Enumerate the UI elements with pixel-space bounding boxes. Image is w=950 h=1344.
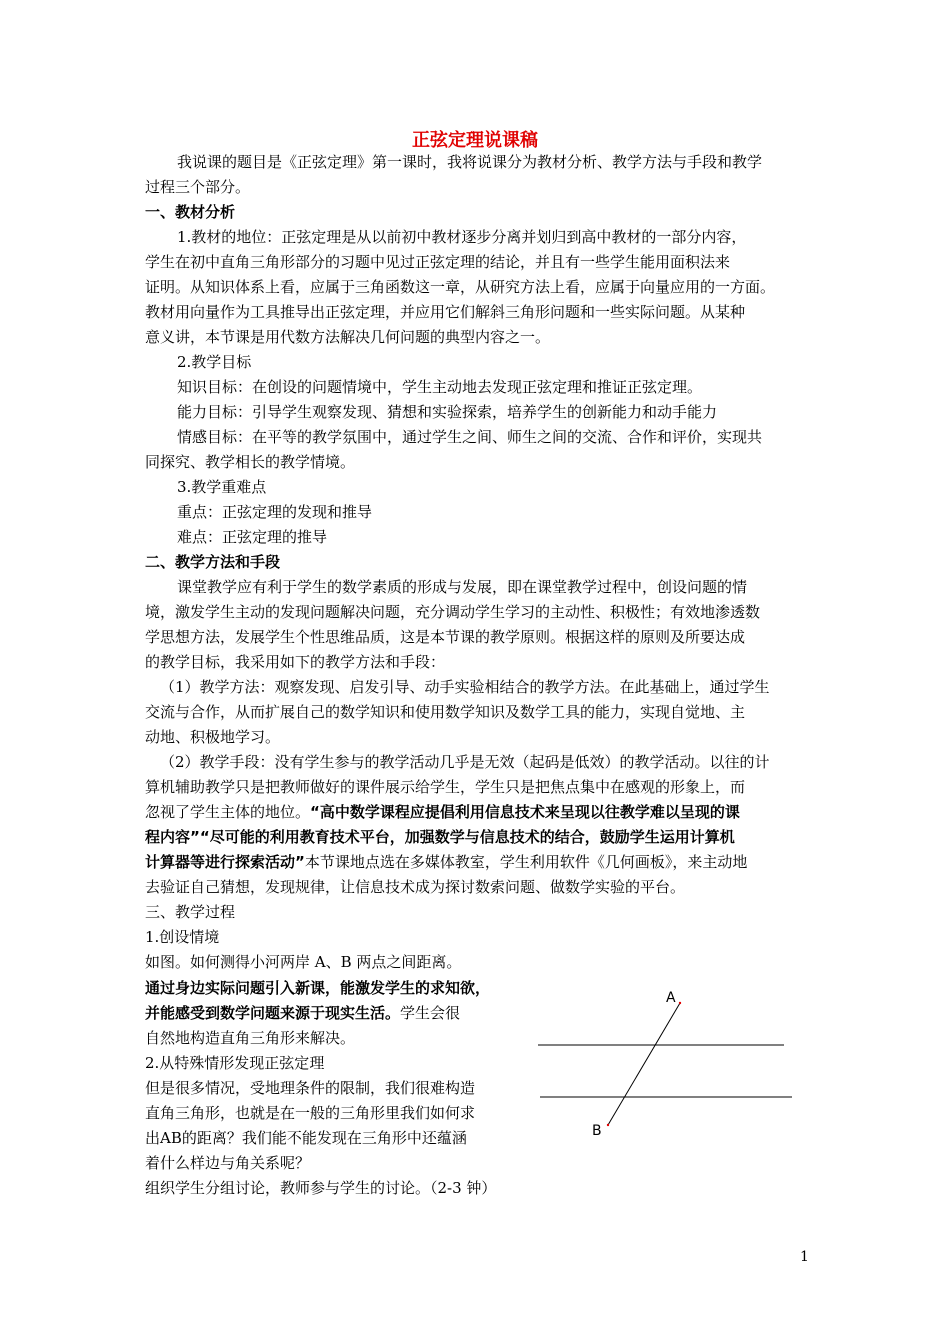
bold-quote: 计算器等进行探索活动” (145, 853, 305, 871)
text-line: 通过身边实际问题引入新课，能激发学生的求知欲， (145, 979, 491, 997)
text-line: 重点：正弦定理的发现和推导 (177, 503, 373, 521)
point-a (679, 1002, 681, 1004)
text-span: 本节课地点选在多媒体教室，学生利用软件《几何画板》，来主动地 (304, 853, 748, 871)
page-title: 正弦定理说课稿 (412, 130, 538, 151)
text-line: 过程三个部分。 (145, 178, 251, 196)
river-figure (530, 985, 800, 1135)
bold-quote: “高中数学课程应提倡利用信息技术来呈现以往教学难以呈现的课 (310, 803, 740, 821)
text-line: 算机辅助教学只是把教师做好的课件展示给学生，学生只是把焦点集中在感观的形象上，而 (145, 778, 746, 796)
text-line: 情感目标：在平等的教学氛围中，通过学生之间、师生之间的交流、合作和评价，实现共 (177, 428, 763, 446)
page-number: 1 (800, 1249, 809, 1265)
text-line: 三、教学过程 (145, 903, 236, 921)
text-line: （1）教学方法：观察发现、启发引导、动手实验相结合的教学方法。在此基础上，通过学生 (160, 678, 770, 696)
text-line: 2.从特殊情形发现正弦定理 (145, 1054, 325, 1072)
text-line: 着什么样边与角关系呢？ (145, 1154, 311, 1172)
text-line: 难点：正弦定理的推导 (177, 528, 328, 546)
bold-quote: 程内容”“尽可能的利用教育技术平台，加强数学与信息技术的结合，鼓励学生运用计算机 (145, 828, 735, 846)
text-line: 1.教材的地位：正弦定理是从以前初中教材逐步分离并划归到高中教材的一部分内容， (177, 228, 747, 246)
text-line: 学生在初中直角三角形部分的习题中见过正弦定理的结论，并且有一些学生能用面积法来 (145, 253, 731, 271)
segment-ab (608, 1003, 680, 1125)
text-line: 动地、积极地学习。 (145, 728, 281, 746)
text-line (145, 1003, 460, 1023)
text-line: 去验证自己猜想，发现规律，让信息技术成为探讨数索问题、做数学实验的平台。 (145, 878, 686, 896)
label-a: A (666, 990, 676, 1006)
text-line: 的教学目标，我采用如下的教学方法和手段： (145, 653, 446, 671)
text-line: 直角三角形，也就是在一般的三角形里我们如何求 (145, 1104, 476, 1122)
text-line: 1.创设情境 (145, 928, 220, 946)
text-line: 证明。从知识体系上看，应属于三角函数这一章，从研究方法上看，应属于向量应用的一方面。 (145, 278, 776, 296)
text-line: 知识目标：在创设的问题情境中，学生主动地去发现正弦定理和推证正弦定理。 (177, 378, 703, 396)
text-span: 忽视了学生主体的地位。 (145, 803, 311, 821)
text-line: 3.教学重难点 (177, 478, 267, 496)
label-b: B (592, 1123, 602, 1135)
text-line (145, 802, 740, 822)
text-line: 意义讲，本节课是用代数方法解决几何问题的典型内容之一。 (145, 328, 551, 346)
text-line: 但是很多情况，受地理条件的限制，我们很难构造 (145, 1079, 476, 1097)
text-line: 出AB的距离？我们能不能发现在三角形中还蕴涵 (145, 1129, 467, 1147)
text-line: 教材用向量作为工具推导出正弦定理，并应用它们解斜三角形问题和一些实际问题。从某种 (145, 303, 746, 321)
text-line: 同探究、教学相长的教学情境。 (145, 453, 356, 471)
bold-quote: 并能感受到数学问题来源于现实生活。 (145, 1004, 401, 1022)
text-span: 学生会很 (400, 1004, 461, 1022)
text-line: 组织学生分组讨论，教师参与学生的讨论。（2-3 钟） (145, 1179, 497, 1197)
text-line: （2）教学手段：没有学生参与的教学活动几乎是无效（起码是低效）的教学活动。以往的计 (160, 753, 770, 771)
text-line: 二、教学方法和手段 (145, 553, 281, 571)
text-line (145, 827, 735, 847)
text-line: 交流与合作，从而扩展自己的数学知识和使用数学知识及数学工具的能力，实现自觉地、主 (145, 703, 746, 721)
text-line: 能力目标：引导学生观察发现、猜想和实验探索，培养学生的创新能力和动手能力 (177, 403, 718, 421)
text-line: 学思想方法，发展学生个性思维品质，这是本节课的教学原则。根据这样的原则及所要达成 (145, 628, 746, 646)
text-line: 2.教学目标 (177, 353, 252, 371)
text-line (145, 852, 747, 872)
text-line: 课堂教学应有利于学生的数学素质的形成与发展，即在课堂教学过程中，创设问题的情 (177, 578, 748, 596)
text-line: 我说课的题目是《正弦定理》第一课时，我将说课分为教材分析、教学方法与手段和教学 (177, 153, 763, 171)
text-line: 境，激发学生主动的发现问题解决问题，充分调动学生学习的主动性、积极性；有效地渗透数 (145, 603, 761, 621)
text-line: 如图。如何测得小河两岸 A、B 两点之间距离。 (145, 953, 462, 971)
text-line: 一、教材分析 (145, 203, 236, 221)
point-b (607, 1124, 609, 1126)
text-line: 自然地构造直角三角形来解决。 (145, 1029, 356, 1047)
